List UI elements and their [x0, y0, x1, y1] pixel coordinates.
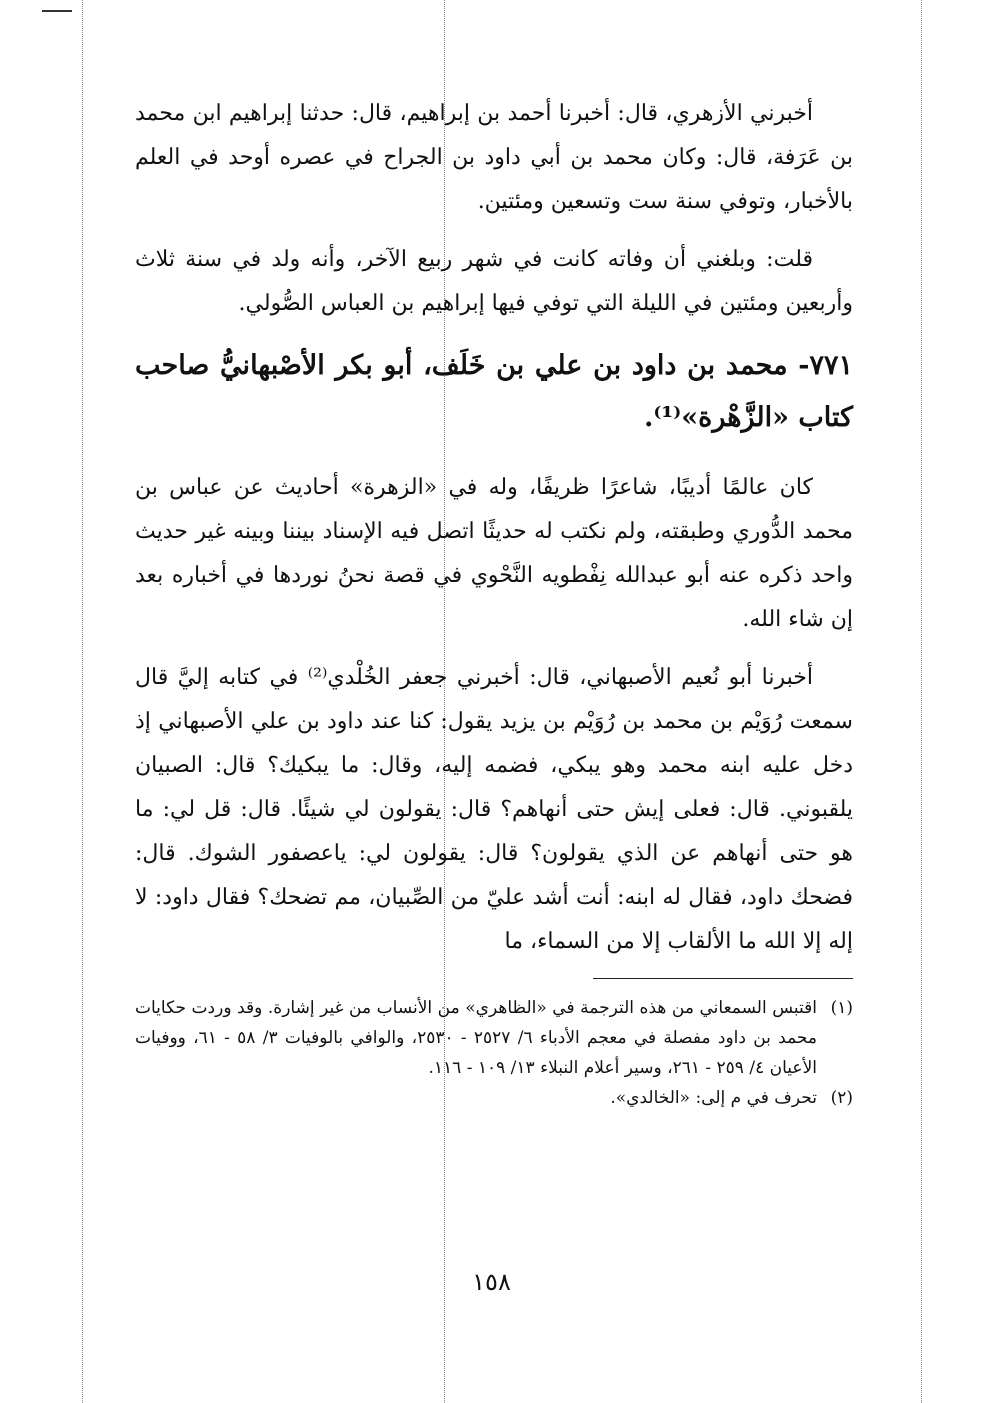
footnote-2: [135, 1083, 853, 1113]
paragraph-azhari: أخبرني الأزهري، قال: أخبرنا أحمد بن إبراهيم، قال: حدثنا إبراهيم ابن محمد بن عَرَفة، قال: وكان محمد بن أبي داود بن الجراح في عصره أوحد في العلم بالأخبار، وتوفي سنة ست وتسعين ومئتين.: [135, 101, 853, 214]
paragraph-note: قلت: وبلغني أن وفاته كانت في شهر ربيع الآخر، وأنه ولد في سنة ثلاث وأربعين ومئتين في الليلة التي توفي فيها إبراهيم بن العباس الصُّولي.: [135, 247, 853, 316]
page-number: ١٥٨: [472, 1268, 511, 1296]
footnote-number: (٢): [830, 1088, 853, 1108]
footnote-number: (١): [830, 998, 853, 1018]
footnote-1: [135, 993, 853, 1083]
scan-mark-top-left: [42, 10, 72, 12]
paragraph-anecdote: أخبرنا أبو نُعيم الأصبهاني، قال: أخبرني جعفر الخُلْدي⁽²⁾ في كتابه إليَّ قال سمعت رُوَيْم بن محمد بن رُوَيْم بن يزيد يقول: كنا عند داود بن علي الأصبهاني إذ دخل عليه ابنه محمد وهو يبكي، فضمه إليه، وقال: ما يبكيك؟ قال: الصبيان يلقبوني. قال: فعلى إيش حتى أنهاهم؟ قال: يقولون لي شيئًا. قال: قل لي: ما هو حتى أنهاهم عن الذي يقولون؟ قال: يقولون لي: ياعصفور الشوك. قال: فضحك داود، فقال له ابنه: أنت أشد عليّ من الصِّبيان، مم تضحك؟ فقال داود: لا إله إلا الله ما الألقاب إلا من السماء، ما: [135, 665, 853, 954]
scan-edge-right: [921, 0, 922, 1403]
footnote-text: تحرف في م إلى: «الخالدي».: [610, 1088, 817, 1108]
entry-heading: ٧٧١- محمد بن داود بن علي بن خَلَف، أبو بكر الأصْبهانيُّ صاحب كتاب «الزَّهْرة»⁽¹⁾.: [135, 350, 853, 433]
scan-edge-left: [82, 0, 83, 1403]
footnote-text: اقتبس السمعاني من هذه الترجمة في «الظاهري» من الأنساب من غير إشارة. وقد وردت حكايات محمد بن داود مفصلة في معجم الأدباء ٦/ ٢٥٢٧ - ٢٥٣٠، والوافي بالوفيات ٣/ ٥٨ - ٦١، ووفيات الأعيان ٤/ ٢٥٩ - ٢٦١، وسير أعلام النبلاء ١٣/ ١٠٩ - ١١٦.: [135, 998, 817, 1078]
page-content: [135, 92, 853, 1113]
paragraph-biography: كان عالمًا أديبًا، شاعرًا ظريفًا، وله في «الزهرة» أحاديث عن عباس بن محمد الدُّوري وطبقته، ولم نكتب له حديثًا اتصل فيه الإسناد بيننا وبينه غير حديث واحد ذكره عنه أبو عبدالله نِفْطويه النَّحْوي في قصة نحنُ نوردها في أخباره بعد إن شاء الله.: [135, 475, 853, 632]
footnote-separator: [593, 978, 853, 979]
